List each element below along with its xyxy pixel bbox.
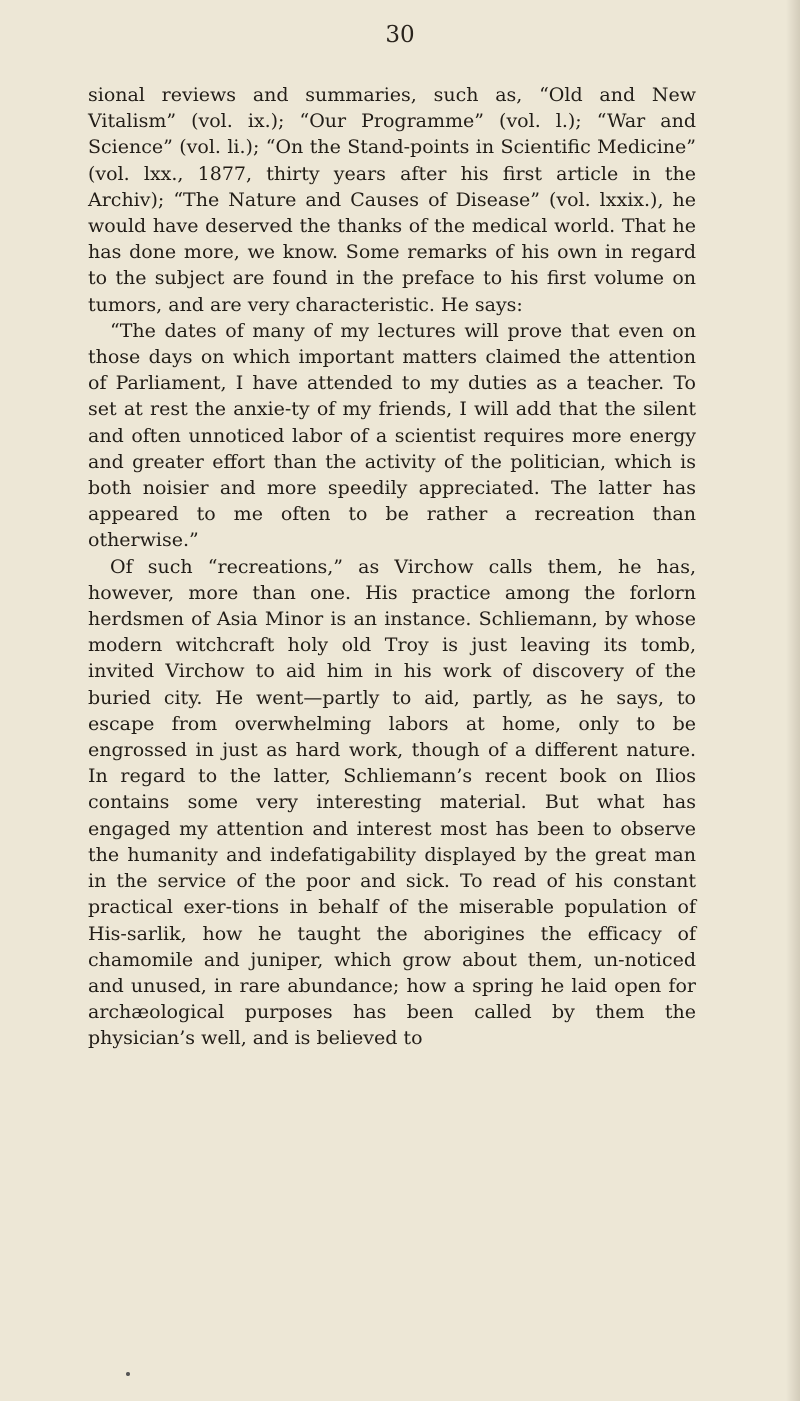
- page-edge-shadow: [786, 0, 800, 1401]
- paragraph-3: Of such “recreations,” as Virchow calls them, he has, however, more than one. His practice among the forlorn herdsmen of Asia Minor is an instance. Schliemann, by whose modern witchcraft holy old Troy is just leaving its tomb, invited Virchow to aid him in his work of discovery of the buried city. He went—partly to aid, partly, as he says, to escape from overwhelming labors at home, only to be engrossed in just as hard work, though of a different nature. In regard to the latter, Schliemann’s recent book on Ilios contains some very interesting material. But what has engaged my attention and interest most has been to observe the humanity and indefatigability displayed by the great man in the service of the poor and sick. To read of his constant practical exer-tions in behalf of the miserable population of His-sarlik, how he taught the aborigines the efficacy of chamomile and juniper, which grow about them, un-noticed and unused, in rare abundance; how a spring he laid open for archæological purposes has been called by them the physician’s well, and is believed to: [88, 555, 696, 1050]
- paragraph-1: sional reviews and summaries, such as, “Old and New Vitalism” (vol. ix.); “Our Programme” (vol. l.); “War and Science” (vol. li.); “On the Stand-points in Scientific Medicine” (vol. lxx., 1877, thirty years after his first article in the Archiv); “The Nature and Causes of Disease” (vol. lxxix.), he would have deserved the thanks of the medical world. That he has done more, we know. Some remarks of his own in regard to the subject are found in the preface to his first volume on tumors, and are very characteristic. He says:: [88, 84, 696, 316]
- ink-mark: [126, 1372, 130, 1376]
- body-text: [88, 82, 696, 1052]
- paragraph-2: “The dates of many of my lectures will prove that even on those days on which important matters claimed the attention of Parliament, I have attended to my duties as a teacher. To set at rest the anxie-ty of my friends, I will add that the silent and often unnoticed labor of a scientist requires more energy and greater effort than the activity of the politician, which is both noisier and more speedily appreciated. The latter has appeared to me often to be rather a recreation than otherwise.”: [88, 319, 696, 552]
- page-number: 30: [385, 22, 415, 48]
